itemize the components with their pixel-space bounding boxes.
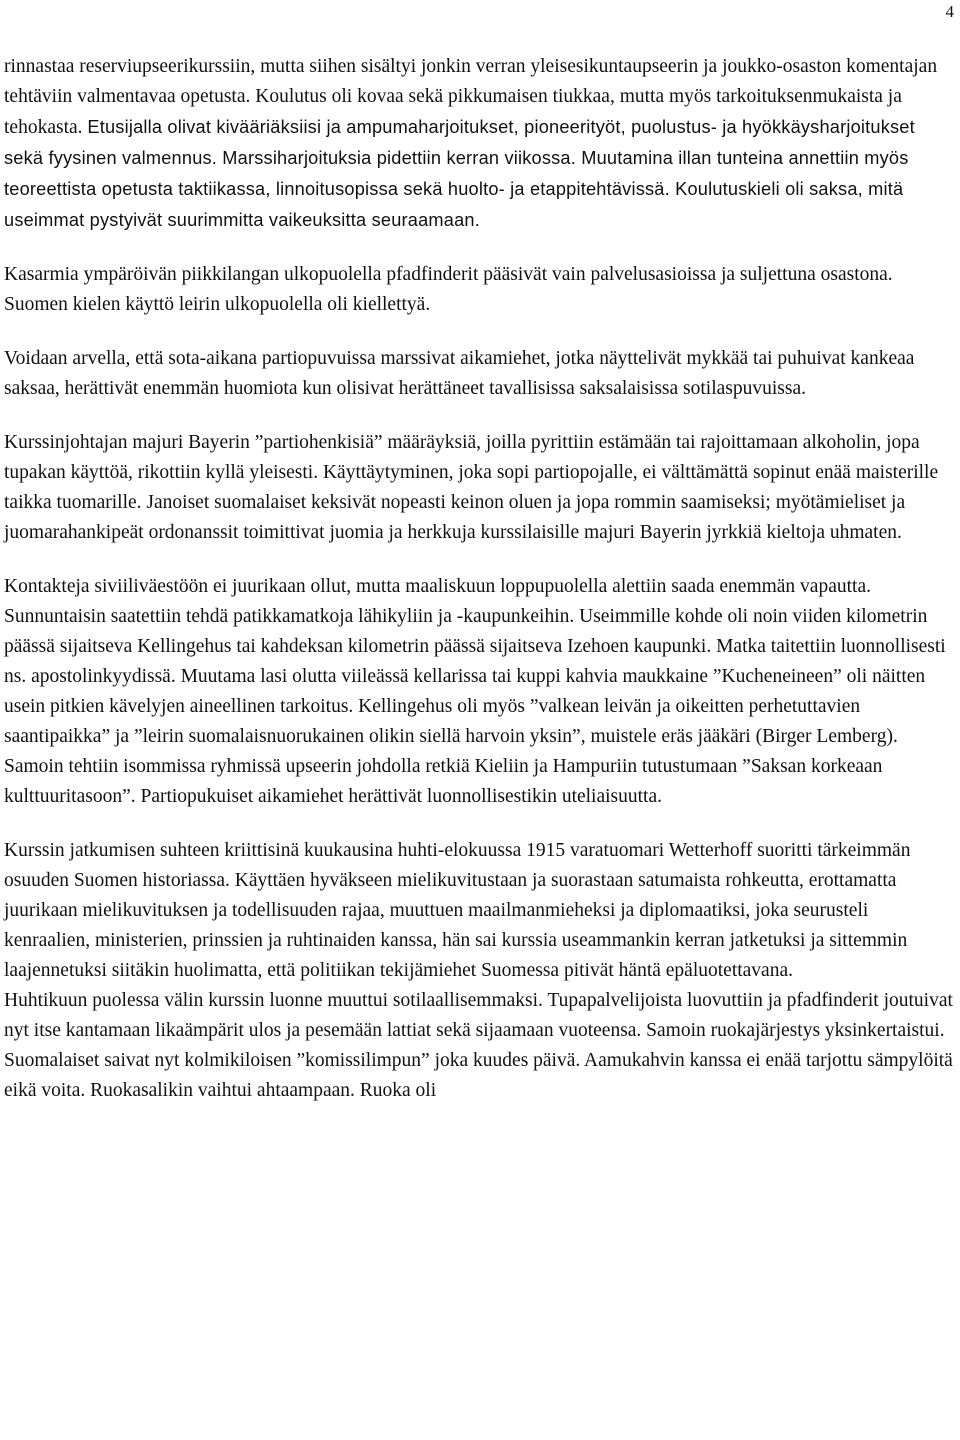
paragraph-8: Suomalaiset saivat nyt kolmikiloisen ”komissilimpun” joka kuudes päivä. Aamukahvin kanssa ei enää tarjottu sämpylöitä eikä voita. Ruokasalikin vaihtui ahtaampaan. Ruoka oli bbox=[4, 1050, 953, 1101]
paragraph-4: Kurssinjohtajan majuri Bayerin ”partiohenkisiä” määräyksiä, joilla pyrittiin estämään tai rajoittamaan alkoholin, jopa tupakan käyttöä, rikottiin kyllä yleisesti. Käyttäytyminen, joka sopi partiopojalle, ei välttämättä sopinut enää maisterille taikka tuomarille. Janoiset suomalaiset keksivät nopeasti keinon oluen ja jopa rommin saamiseksi; myötämieliset ja juomarahankipeät ordonanssit toimittivat juomia ja herkkuja kurssilaisille majuri Bayerin jyrkkiä kieltoja uhmaten. bbox=[4, 432, 939, 543]
paragraph-6: Kurssin jatkumisen suhteen kriittisinä kuukausina huhti-elokuussa 1915 varatuomari Wetterhoff suoritti tärkeimmän osuuden Suomen historiassa. Käyttäen hyväkseen mielikuvitustaan ja suorastaan satumaista rohkeutta, erottamatta juurikaan mielikuvituksen ja todellisuuden rajaa, muuttuen maailmanmieheksi ja diplomaatiksi, joka seurusteli kenraalien, ministerien, prinssien ja ruhtinaiden kanssa, hän sai kurssia useammankin kerran jatketuksi ja sittemmin laajennetuksi siitäkin huolimatta, että politiikan tekijämiehet Suomessa pitivät häntä epäluotettavana. bbox=[4, 840, 911, 981]
paragraph-1 bbox=[4, 52, 956, 236]
document-body bbox=[4, 52, 956, 1106]
page-number: 4 bbox=[945, 2, 954, 21]
paragraph-1-sans-run: Etusijalla olivat kivääriäksiisi ja ampumaharjoitukset, pioneerityöt, puolustus- ja hyökkäysharjoitukset sekä fyysinen valmennus. Marssiharjoituksia pidettiin kerran viikossa. Muutamina illan tunteina annettiin myös teoreettista opetusta taktiikassa, linnoitusopissa sekä huolto- ja etappitehtävissä. Koulutuskieli oli saksa, mitä useimmat pystyivät suurimmitta vaikeuksitta seuraamaan. bbox=[4, 117, 915, 230]
paragraph-3: Voidaan arvella, että sota-aikana partiopuvuissa marssivat aikamiehet, jotka näyttelivät mykkää tai puhuivat kankeaa saksaa, herättivät enemmän huomiota kun olisivat herättäneet tavallisissa saksalaisissa sotilaspuvuissa. bbox=[4, 348, 915, 399]
paragraph-5: Kontakteja siviiliväestöön ei juurikaan ollut, mutta maaliskuun loppupuolella alettiin saada enemmän vapautta. Sunnuntaisin saatettiin tehdä patikkamatkoja lähikyliin ja -kaupunkeihin. Useimmille kohde oli noin viiden kilometrin päässä sijaitseva Kellingehus tai kahdeksan kilometrin päässä sijaitseva Izehoen kaupunki. Matka taitettiin luonnollisesti ns. apostolinkyydissä. Muutama lasi olutta viileässä kellarissa tai kuppi kahvia maukkaine ”Kucheneineen” oli näitten usein pitkien kävelyjen aineellinen tarkoitus. Kellingehus oli myös ”valkean leivän ja oikeitten perhetuttavien saantipaikka” ja ”leirin suomalaisnuorukainen olikin siellä harvoin yksin”, muistele eräs jääkäri (Birger Lemberg). Samoin tehtiin isommissa ryhmissä upseerin johdolla retkiä Kieliin ja Hampuriin tutustumaan ”Saksan korkeaan kulttuuritasoon”. Partiopukuiset aikamiehet herättivät luonnollisestikin uteliaisuutta. bbox=[4, 576, 946, 807]
paragraph-1-serif-run: rinnastaa reserviupseerikurssiin, mutta siihen sisältyi jonkin verran yleisesikuntaupseerin ja joukko-osaston komentajan tehtäviin valmentavaa opetusta. Koulutus oli kovaa sekä pikkumaisen tiukkaa, mutta myös tarkoituksenmukaista ja tehokasta. bbox=[4, 56, 938, 138]
paragraph-7: Huhtikuun puolessa välin kurssin luonne muuttui sotilaallisemmaksi. Tupapalvelijoista luovuttiin ja pfadfinderit joutuivat nyt itse kantamaan likaämpärit ulos ja pesemään lattiat sekä sijaamaan vuoteensa. Samoin ruokajärjestys yksinkertaistui. bbox=[4, 990, 953, 1041]
paragraph-2: Kasarmia ympäröivän piikkilangan ulkopuolella pfadfinderit pääsivät vain palvelusasioissa ja suljettuna osastona. Suomen kielen käyttö leirin ulkopuolella oli kiellettyä. bbox=[4, 264, 893, 315]
